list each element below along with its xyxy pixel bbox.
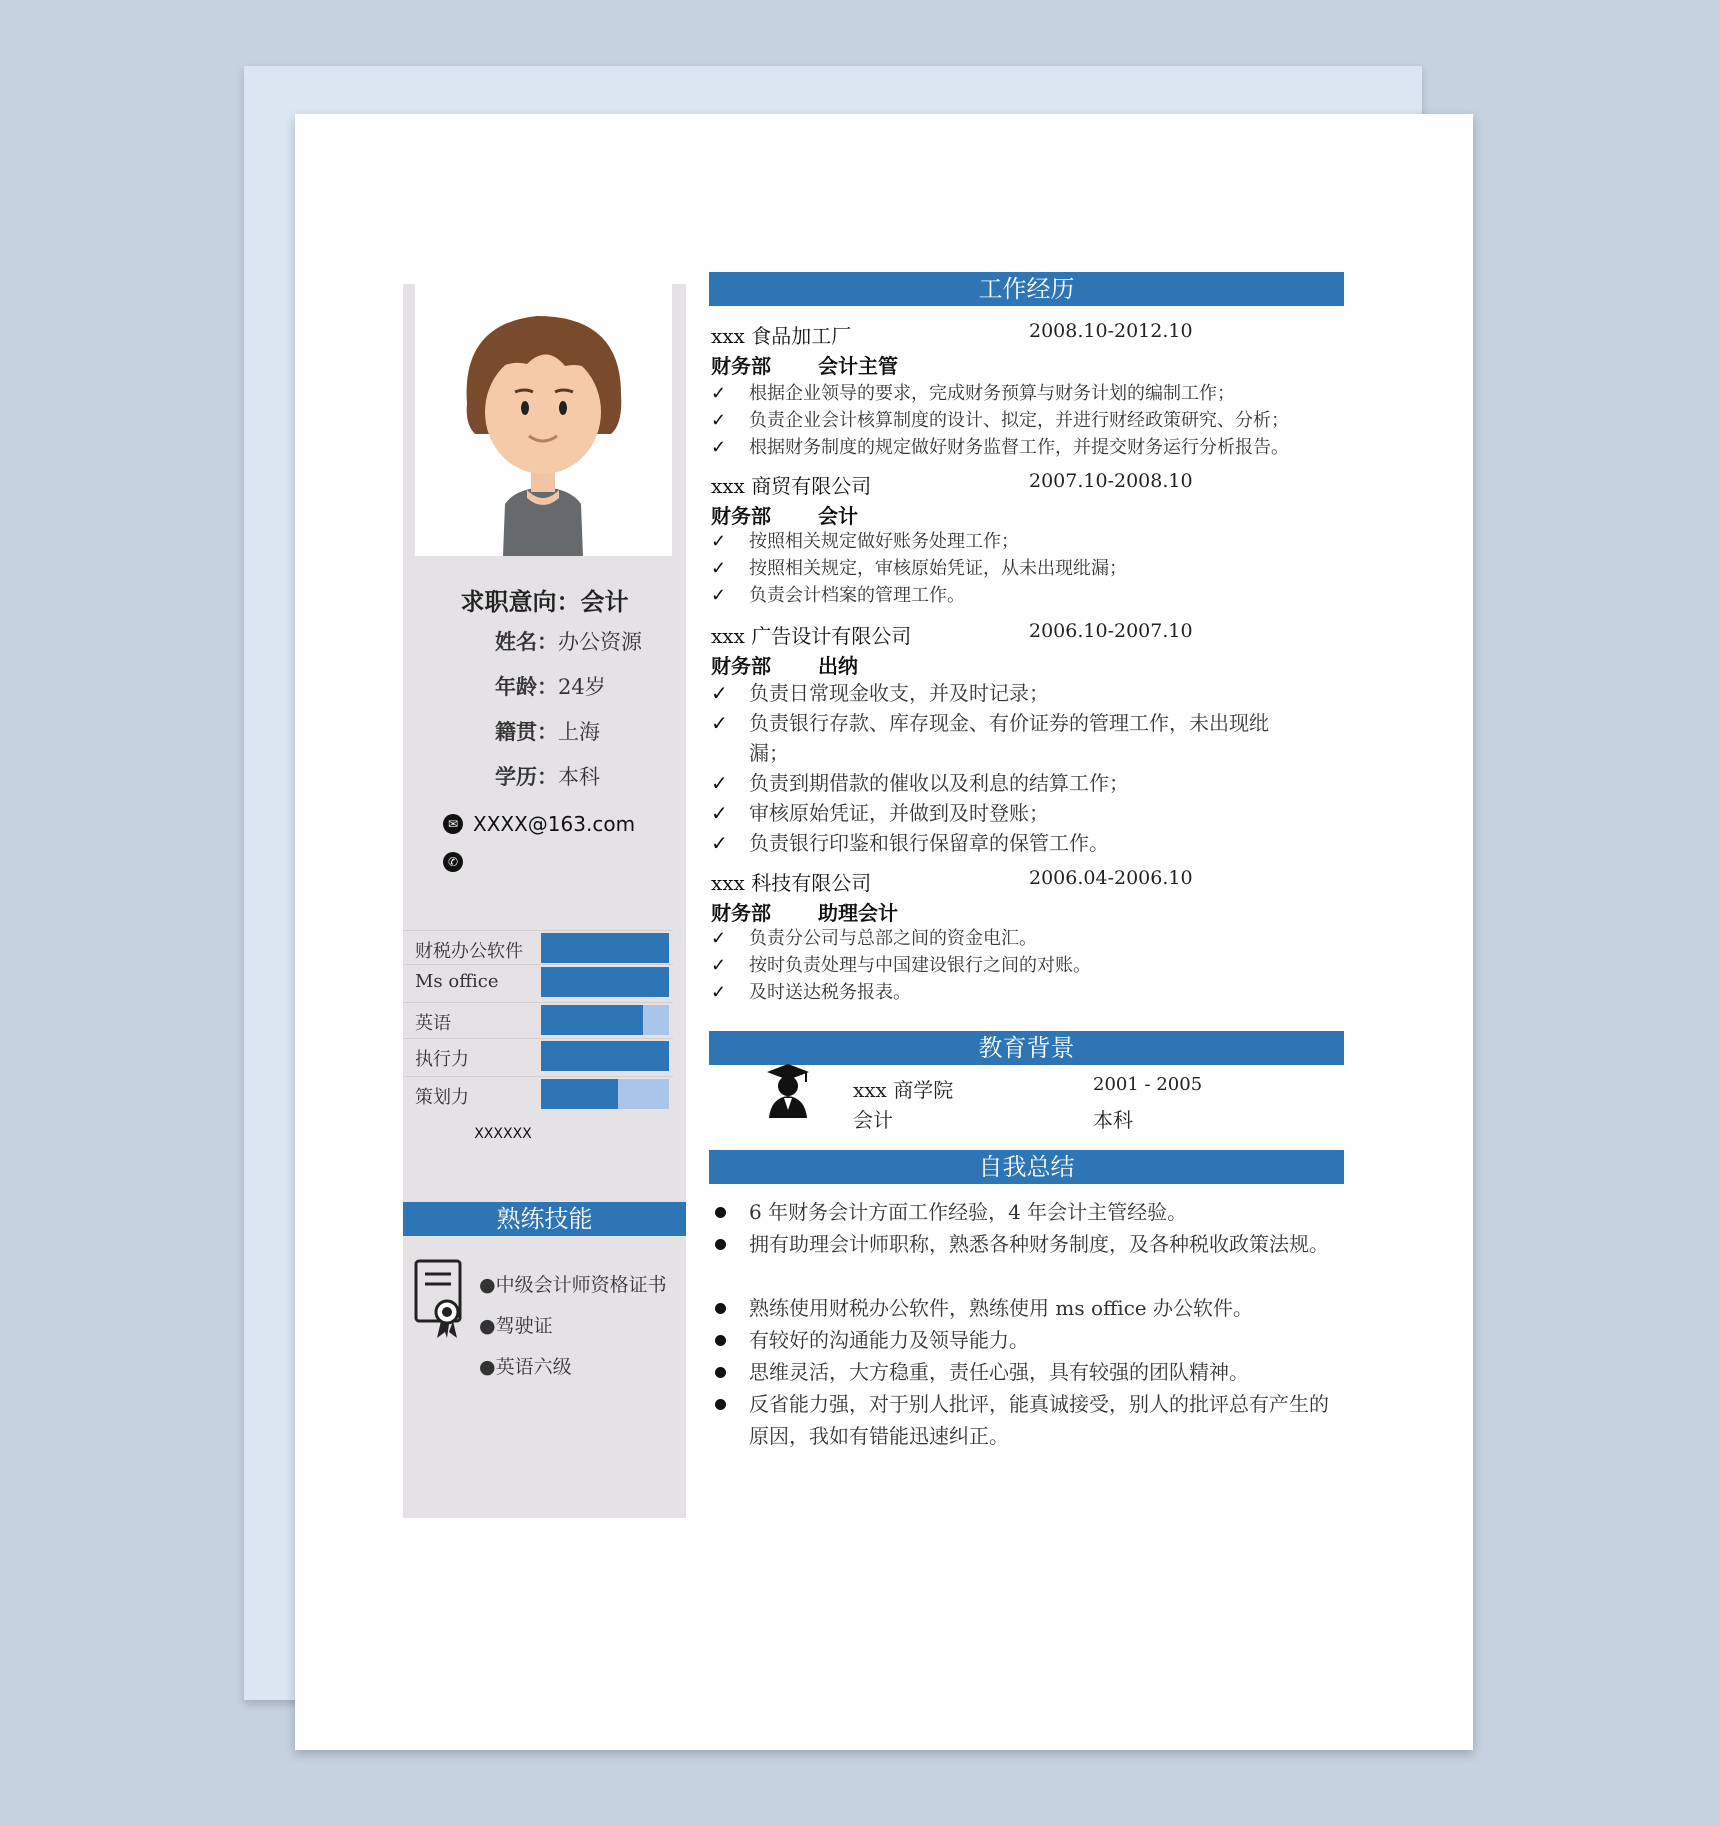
- edu-period: 2001 - 2005: [1093, 1074, 1203, 1095]
- graduate-icon: [765, 1062, 811, 1118]
- check-icon: ✓: [711, 771, 728, 795]
- duty-text: 负责银行印鉴和银行保留章的保管工作。: [749, 831, 1109, 855]
- summary-item: [709, 1292, 1329, 1324]
- edu-degree: 本科: [1093, 1108, 1133, 1132]
- info-name: [495, 626, 642, 656]
- work-section-title: 工作经历: [709, 272, 1344, 306]
- info-label: 姓名：: [495, 629, 558, 654]
- duty-text: 负责到期借款的催收以及利息的结算工作；: [749, 771, 1129, 795]
- duty-text: 根据企业领导的要求，完成财务预算与财务计划的编制工作；: [749, 383, 1235, 404]
- job-period: 2007.10-2008.10: [1029, 470, 1193, 492]
- duty-item: [711, 555, 1331, 582]
- summary-item: [709, 1228, 1329, 1260]
- duty-item: [711, 925, 1331, 952]
- skill-level-name: Ms office: [415, 971, 499, 992]
- job-company: xxx 商贸有限公司: [711, 474, 872, 498]
- check-icon: ✓: [711, 831, 728, 855]
- contact-email[interactable]: [443, 812, 635, 836]
- contact-phone[interactable]: [443, 852, 473, 872]
- edu-school: xxx 商学院: [853, 1078, 954, 1102]
- avatar: [415, 284, 672, 556]
- skill-level-track: [541, 967, 669, 997]
- skill-level-name: 英语: [415, 1013, 451, 1034]
- summary-section-title: 自我总结: [709, 1150, 1344, 1184]
- phone-icon: ✆: [443, 852, 463, 872]
- duty-text: 按照相关规定做好账务处理工作；: [749, 531, 1019, 552]
- duty-text: 根据财务制度的规定做好财务监督工作，并提交财务运行分析报告。: [749, 437, 1289, 458]
- skill-level-row: [403, 1002, 673, 1037]
- bullet-dot: [715, 1239, 726, 1250]
- info-age: [495, 671, 606, 701]
- info-label: 年龄：: [495, 674, 558, 699]
- skill-level-row: [403, 1076, 673, 1111]
- duty-text: 按照相关规定，审核原始凭证，从未出现纰漏；: [749, 558, 1127, 579]
- info-label: 学历：: [495, 764, 558, 789]
- info-value: 上海: [558, 720, 600, 744]
- skill-caption: XXXXXX: [474, 1126, 532, 1142]
- check-icon: ✓: [711, 383, 727, 404]
- bullet-dot: [715, 1399, 726, 1410]
- skill-level-name: 执行力: [415, 1049, 469, 1070]
- skill-level-bar: [541, 1005, 643, 1035]
- summary-item: [709, 1196, 1329, 1228]
- duty-item: [711, 407, 1331, 434]
- skill-level-row: [403, 930, 673, 965]
- job-period: 2006.04-2006.10: [1029, 867, 1193, 889]
- skill-level-track: [541, 1005, 669, 1035]
- summary-text: 反省能力强，对于别人批评，能真诚接受，别人的批评总有产生的原因，我如有错能迅速纠正。: [749, 1392, 1329, 1448]
- check-icon: ✓: [711, 585, 727, 606]
- job-dept: 财务部: [711, 504, 771, 528]
- summary-item: [709, 1356, 1329, 1388]
- bullet-dot: [715, 1367, 726, 1378]
- duty-item: [711, 678, 1301, 708]
- education-section-title: 教育背景: [709, 1031, 1344, 1065]
- job-intent: 求职意向：会计: [460, 588, 629, 616]
- edu-major: 会计: [853, 1108, 893, 1132]
- skill-level-track: [541, 933, 669, 963]
- duty-item: [711, 708, 1301, 768]
- job-role: 助理会计: [818, 901, 898, 925]
- job-period: 2006.10-2007.10: [1029, 620, 1193, 642]
- summary-item: [709, 1324, 1329, 1356]
- info-hometown: [495, 716, 600, 746]
- bullet-dot: [715, 1303, 726, 1314]
- duty-item: [711, 380, 1331, 407]
- duty-text: 按时负责处理与中国建设银行之间的对账。: [749, 955, 1091, 976]
- job-company: xxx 食品加工厂: [711, 324, 852, 348]
- summary-text: 6 年财务会计方面工作经验，4 年会计主管经验。: [749, 1200, 1188, 1224]
- certificate-icon: [413, 1258, 469, 1340]
- avatar-illustration: [415, 284, 672, 556]
- skill-level-bar: [541, 933, 669, 963]
- summary-text: 思维灵活，大方稳重，责任心强，具有较强的团队精神。: [749, 1360, 1249, 1384]
- check-icon: ✓: [711, 437, 727, 458]
- job-dept: 财务部: [711, 354, 771, 378]
- skill-level-bar: [541, 1079, 618, 1109]
- duty-item: [711, 528, 1331, 555]
- email-icon: ✉: [443, 814, 463, 834]
- duty-item: [711, 434, 1331, 461]
- skill-level-track: [541, 1079, 669, 1109]
- duty-item: [711, 828, 1301, 858]
- duty-item: [711, 798, 1301, 828]
- info-value: 本科: [558, 765, 600, 789]
- info-education: [495, 761, 600, 791]
- job-dept: 财务部: [711, 901, 771, 925]
- check-icon: ✓: [711, 558, 727, 579]
- check-icon: ✓: [711, 955, 727, 976]
- skill-level-name: 财税办公软件: [415, 941, 523, 962]
- bullet-dot: [715, 1207, 726, 1218]
- bullet-dot: [715, 1335, 726, 1346]
- cert-item: ●驾驶证: [479, 1315, 553, 1337]
- skill-level-row: [403, 964, 673, 999]
- duty-item: [711, 979, 1331, 1006]
- duty-text: 负责分公司与总部之间的资金电汇。: [749, 928, 1037, 949]
- job-role: 出纳: [818, 654, 858, 678]
- summary-text: 拥有助理会计师职称，熟悉各种财务制度，及各种税收政策法规。: [749, 1232, 1329, 1256]
- summary-text: 有较好的沟通能力及领导能力。: [749, 1328, 1029, 1352]
- duty-text: 负责企业会计核算制度的设计、拟定，并进行财经政策研究、分析；: [749, 410, 1289, 431]
- job-dept: 财务部: [711, 654, 771, 678]
- check-icon: ✓: [711, 531, 727, 552]
- check-icon: ✓: [711, 982, 727, 1003]
- check-icon: ✓: [711, 410, 727, 431]
- job-period: 2008.10-2012.10: [1029, 320, 1193, 342]
- duty-item: [711, 582, 1331, 609]
- duty-text: 及时送达税务报表。: [749, 982, 911, 1003]
- check-icon: ✓: [711, 681, 728, 705]
- cert-item: ●中级会计师资格证书: [479, 1274, 667, 1296]
- check-icon: ✓: [711, 801, 728, 825]
- skill-level-track: [541, 1041, 669, 1071]
- job-company: xxx 广告设计有限公司: [711, 624, 912, 648]
- summary-text: 熟练使用财税办公软件，熟练使用 ms office 办公软件。: [749, 1296, 1253, 1320]
- check-icon: ✓: [711, 711, 728, 735]
- duty-text: 负责会计档案的管理工作。: [749, 585, 965, 606]
- duty-item: [711, 768, 1301, 798]
- skill-level-name: 策划力: [415, 1087, 469, 1108]
- skills-section-title: 熟练技能: [403, 1202, 686, 1236]
- duty-text: 负责日常现金收支，并及时记录；: [749, 681, 1049, 705]
- job-role: 会计主管: [818, 354, 898, 378]
- job-company: xxx 科技有限公司: [711, 871, 872, 895]
- info-label: 籍贯：: [495, 719, 558, 744]
- skill-level-bar: [541, 1041, 669, 1071]
- skill-level-bar: [541, 967, 669, 997]
- duty-text: 负责银行存款、库存现金、有价证券的管理工作，未出现纰漏；: [749, 711, 1269, 765]
- sidebar: [403, 284, 686, 1518]
- duty-text: 审核原始凭证，并做到及时登账；: [749, 801, 1049, 825]
- info-value: 24岁: [558, 675, 606, 699]
- resume-page: [295, 114, 1473, 1750]
- cert-item: ●英语六级: [479, 1356, 572, 1378]
- summary-item: [709, 1388, 1329, 1452]
- skill-level-row: [403, 1038, 673, 1073]
- job-role: 会计: [818, 504, 858, 528]
- info-value: 办公资源: [558, 630, 642, 654]
- check-icon: ✓: [711, 928, 727, 949]
- email-text: XXXX@163.com: [473, 812, 636, 836]
- duty-item: [711, 952, 1331, 979]
